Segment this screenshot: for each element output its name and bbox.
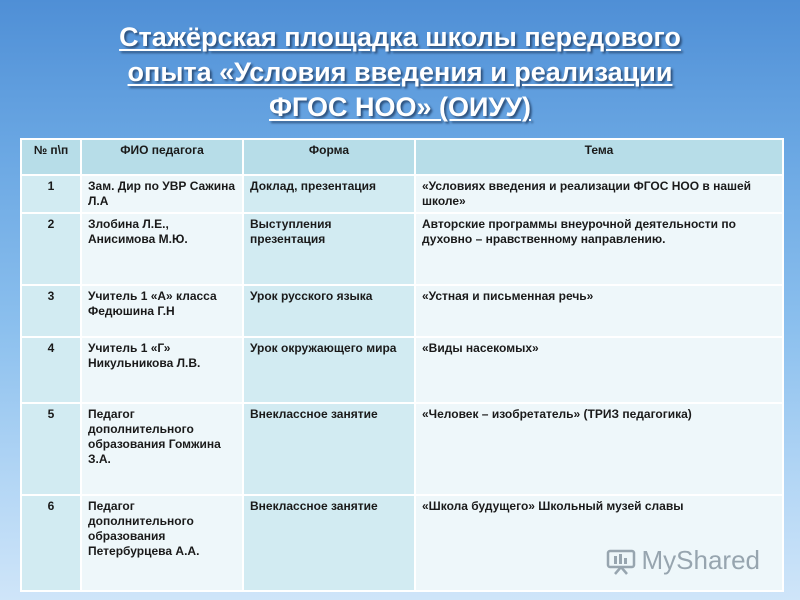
row-topic: «Человек – изобретатель» (ТРИЗ педагогика) [415, 403, 783, 495]
row-form: Урок русского языка [243, 285, 415, 337]
schedule-table [20, 138, 784, 592]
title-line-1: Стажёрская площадка школы передового [119, 22, 681, 52]
table-row [21, 337, 783, 403]
row-topic: «Школа будущего» Школьный музей славы [415, 495, 783, 591]
row-num: 1 [21, 175, 81, 213]
row-name: Злобина Л.Е., Анисимова М.Ю. [81, 213, 243, 285]
table-row [21, 403, 783, 495]
row-topic: «Условиях введения и реализации ФГОС НОО в нашей школе» [415, 175, 783, 213]
row-name: Зам. Дир по УВР Сажина Л.А [81, 175, 243, 213]
row-num: 5 [21, 403, 81, 495]
row-topic: «Устная и письменная речь» [415, 285, 783, 337]
row-form: Выступления презентация [243, 213, 415, 285]
row-name: Учитель 1 «А» класса Федюшина Г.Н [81, 285, 243, 337]
header-form: Форма [243, 139, 415, 175]
row-form: Урок окружающего мира [243, 337, 415, 403]
row-num: 3 [21, 285, 81, 337]
row-name: Педагог дополнительного образования Гомжина З.А. [81, 403, 243, 495]
table-header-row [21, 139, 783, 175]
row-num: 6 [21, 495, 81, 591]
table-row [21, 175, 783, 213]
row-name: Педагог дополнительного образования Петербурцева А.А. [81, 495, 243, 591]
table-row [21, 213, 783, 285]
table-row [21, 495, 783, 591]
table-row [21, 285, 783, 337]
row-topic: «Виды насекомых» [415, 337, 783, 403]
header-num: № п\п [21, 139, 81, 175]
header-topic: Тема [415, 139, 783, 175]
row-num: 4 [21, 337, 81, 403]
row-topic: Авторские программы внеурочной деятельности по духовно – нравственному направлению. [415, 213, 783, 285]
presentation-board-icon [606, 549, 636, 573]
title-line-2: опыта «Условия введения и реализации [127, 57, 673, 87]
watermark [606, 545, 761, 576]
slide-title [40, 20, 760, 125]
row-form: Доклад, презентация [243, 175, 415, 213]
header-name: ФИО педагога [81, 139, 243, 175]
watermark-text: MyShared [641, 545, 760, 575]
row-num: 2 [21, 213, 81, 285]
row-name: Учитель 1 «Г» Никульникова Л.В. [81, 337, 243, 403]
title-line-3: ФГОС НОО» (ОИУУ) [269, 92, 531, 122]
row-form: Внеклассное занятие [243, 403, 415, 495]
row-form: Внеклассное занятие [243, 495, 415, 591]
